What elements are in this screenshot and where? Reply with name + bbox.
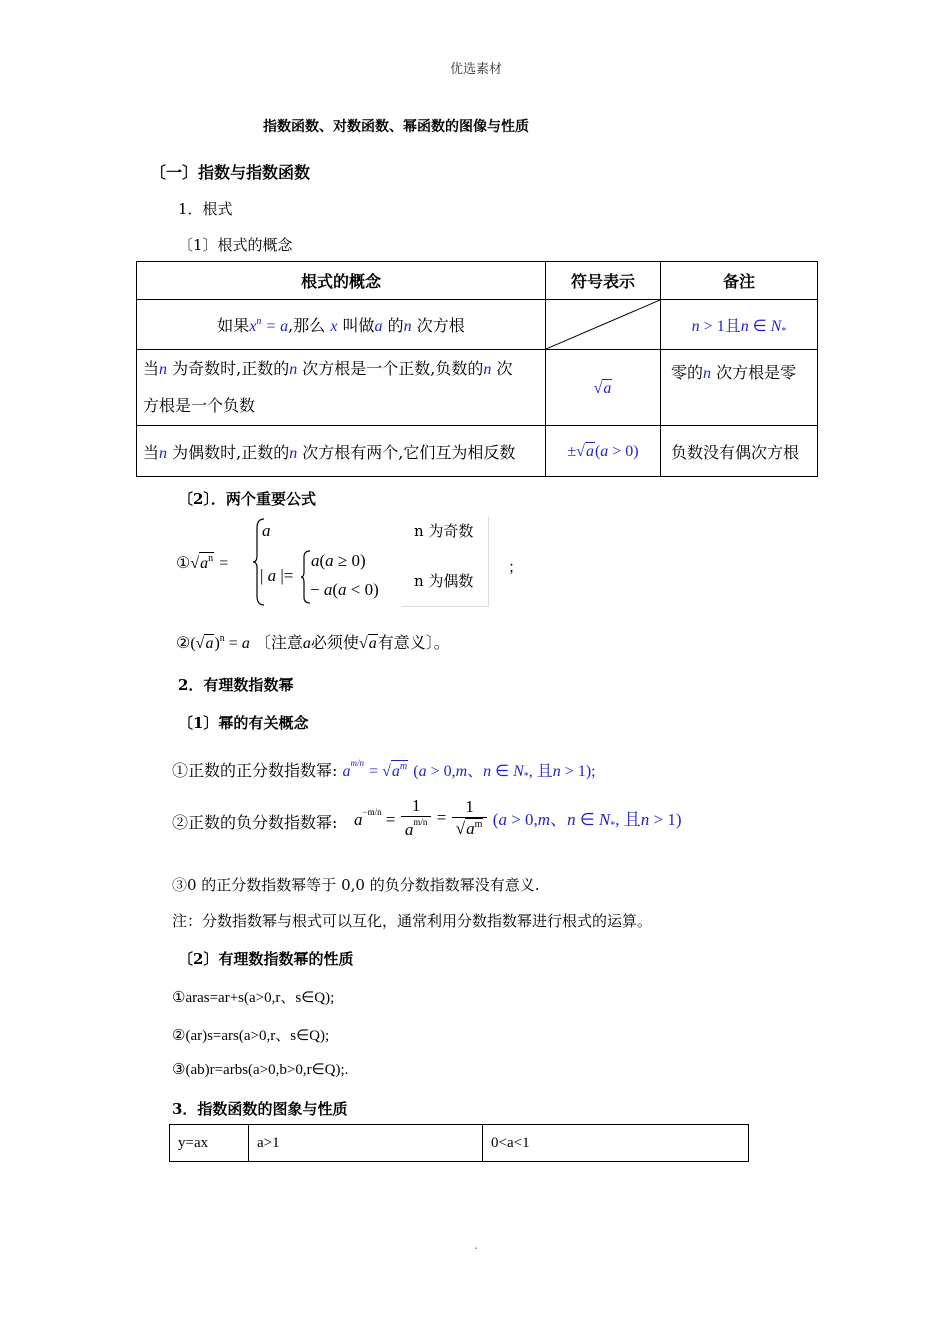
formula-1-semicolon: ； xyxy=(508,558,524,576)
table-cell: 零的n 次方根是零 xyxy=(661,350,818,426)
radical-table xyxy=(136,261,818,477)
property-3: ③(ab)r=arbs(a>0,b>0,r∈Q);. xyxy=(172,1062,349,1078)
subsection-power-properties: 〔2〕有理数指数幂的性质 xyxy=(178,950,354,968)
formula-1-odd-value: a xyxy=(262,521,271,540)
section-heading-3: 3．指数函数的图象与性质 xyxy=(172,1100,348,1118)
zero-power-note: ③0 的正分数指数幂等于 0,0 的负分数指数幂没有意义. xyxy=(172,876,540,894)
page-header: 优选素材 xyxy=(450,62,503,77)
subsection-power-concept: 〔1〕幂的有关概念 xyxy=(178,714,309,732)
formula-1-abs: | a |= xyxy=(260,566,294,585)
formula-2: $②(√a)^n = a$ 〔注意a必须使√a有意义〕。 xyxy=(176,633,450,652)
exponential-function-table xyxy=(169,1124,749,1162)
table-cell: 0<a<1 xyxy=(483,1125,749,1162)
table-cell: 当n 为偶数时,正数的n 次方根有两个,它们互为相反数 xyxy=(137,426,546,477)
table-cell-empty xyxy=(546,300,661,350)
conversion-note: 注：分数指数幂与根式可以互化，通常利用分数指数幂进行根式的运算。 xyxy=(172,912,653,930)
table-cell: 如果$x^n = a$,那么 x 叫做a 的n 次方根 xyxy=(137,300,546,350)
subsection-formulas: 〔2〕．两个重要公式 xyxy=(178,490,316,508)
table-header: 符号表示 xyxy=(546,262,661,300)
table-cell: a>1 xyxy=(249,1125,483,1162)
page-footer: . xyxy=(474,1238,478,1252)
formula-1-even-label: n 为偶数 xyxy=(414,572,474,590)
table-cell: 负数没有偶次方根 xyxy=(661,426,818,477)
formula-box-edge xyxy=(402,516,489,607)
formula-1-case-pos: a(a ≥ 0) xyxy=(311,551,366,570)
negative-fraction-exponent-label: ②正数的负分数指数幂: xyxy=(172,813,338,832)
table-cell: n > 1且n ∈ $N_*$ xyxy=(661,300,818,350)
table-header: 根式的概念 xyxy=(137,262,546,300)
diagonal-line xyxy=(546,300,660,349)
section-heading-1: 〔一〕指数与指数函数 xyxy=(150,163,311,182)
table-cell: 当n 为奇数时,正数的n 次方根是一个正数,负数的n 次 方根是一个负数 xyxy=(137,350,546,426)
table-cell: ±√a(a > 0) xyxy=(546,426,661,477)
table-cell: y=ax xyxy=(170,1125,249,1162)
formula-1: $①√a^n$ = xyxy=(176,553,229,572)
negative-fraction-exponent: $a^{-m/n}$ = $\frac{1}{a^{m/n}}$ = $\frac{1}{√a^m}$ (a > 0,m、n ∈ $N_*$, 且n > 1) xyxy=(354,796,682,839)
section-heading-2: 2．有理数指数幂 xyxy=(178,676,294,694)
property-1: ①aras=ar+s(a>0,r、s∈Q); xyxy=(172,990,335,1006)
subsection-radical-concept: 〔1〕根式的概念 xyxy=(178,236,293,254)
property-2: ②(ar)s=ars(a>0,r、s∈Q); xyxy=(172,1028,330,1044)
positive-fraction-exponent: ①正数的正分数指数幂: $a^{m/n} = √a^m$ (a > 0,m、n ∈ $N_*$, 且n > 1); xyxy=(172,758,596,782)
table-header: 备注 xyxy=(661,262,818,300)
subsection-radical: 1．根式 xyxy=(178,200,233,218)
formula-1-odd-label: n 为奇数 xyxy=(414,522,474,540)
document-title: 指数函数、对数函数、幂函数的图像与性质 xyxy=(263,119,529,135)
formula-1-case-neg: − a(a < 0) xyxy=(310,580,379,599)
table-cell: √a xyxy=(546,350,661,426)
